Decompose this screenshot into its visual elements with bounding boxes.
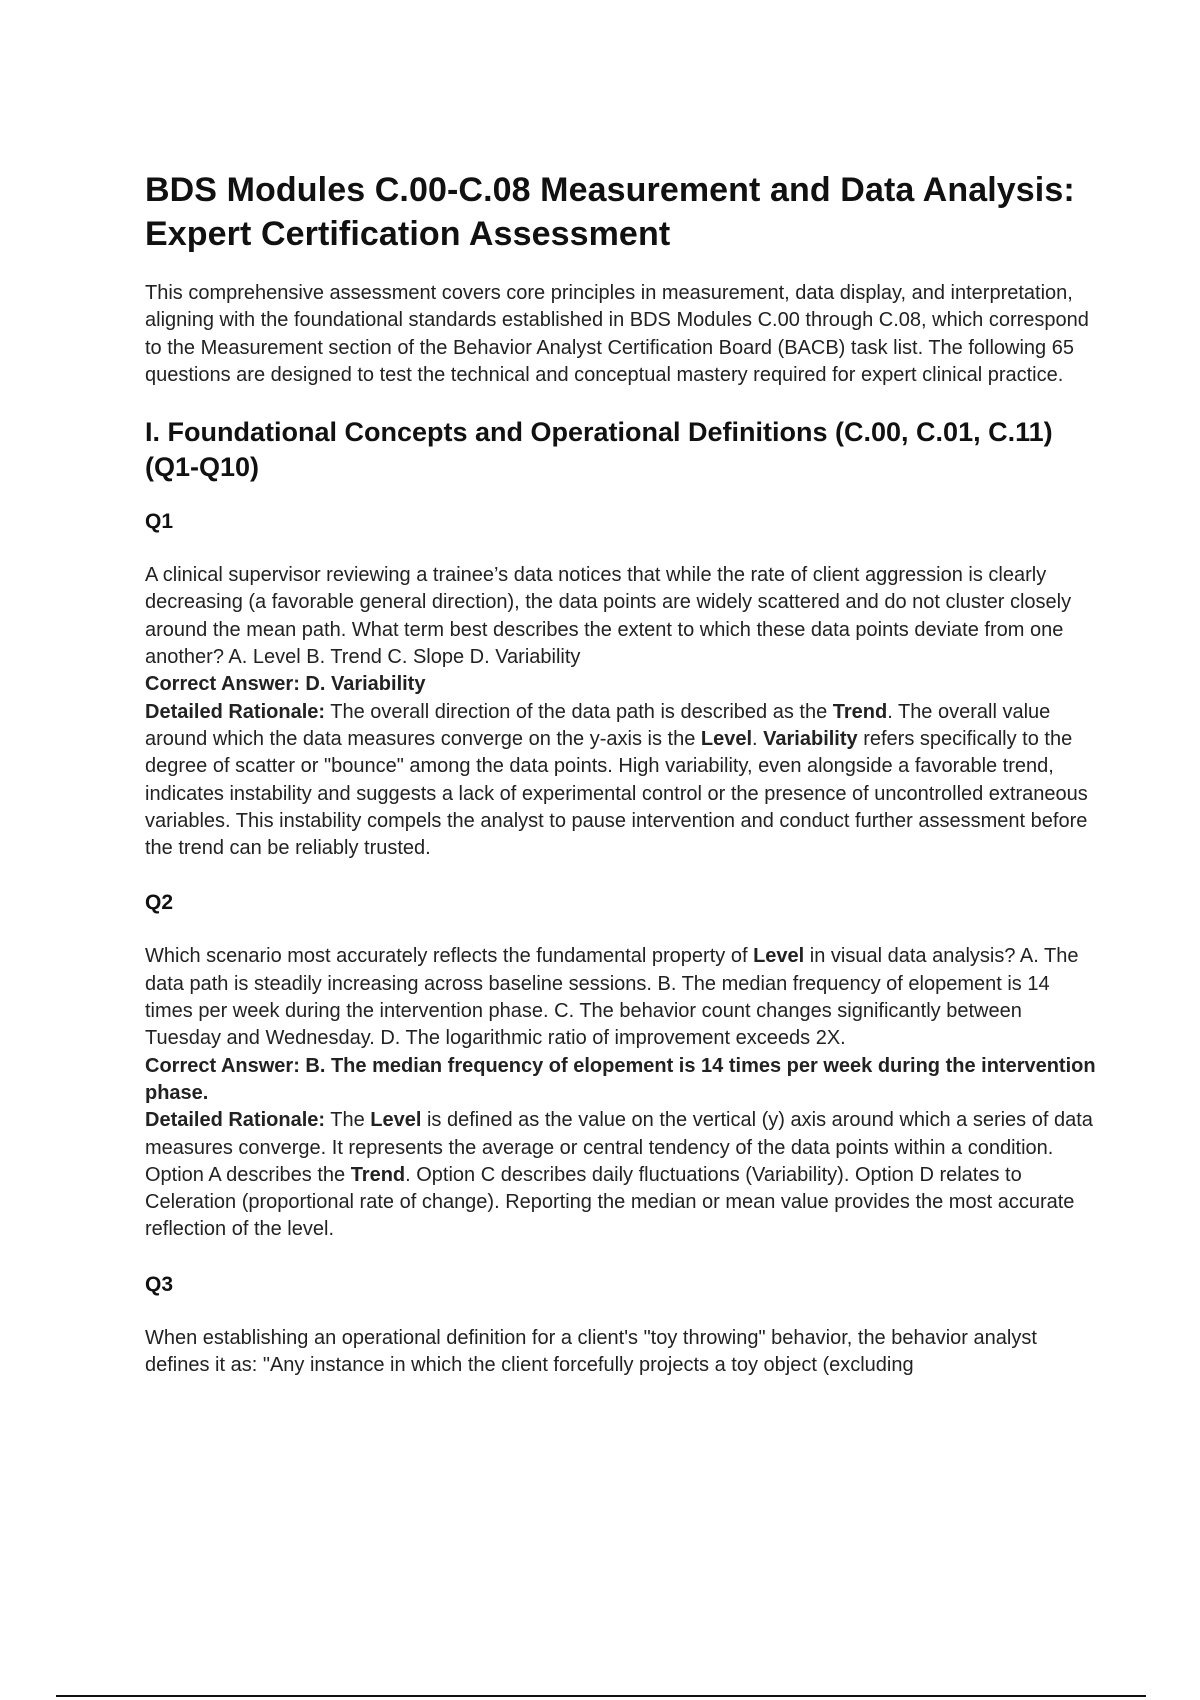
rationale-text: is defined as the value on the vertical (y) axis around which a series of data measures converge. It represents the average or central tendency of the data points within a condition. Option A describes the xyxy=(145,1109,1093,1186)
rationale-term: Trend xyxy=(350,1163,406,1186)
rationale-term: Level xyxy=(370,1109,422,1132)
rationale-text: . Option C describes daily fluctuations (Variability). Option D relates to Celeration (proportional rate of change). Reporting the median or mean value provides the most accurate reflection of the level. xyxy=(145,1163,1075,1241)
rationale-text: . xyxy=(752,727,764,750)
rationale xyxy=(145,699,1100,863)
document-title: BDS Modules C.00-C.08 Measurement and Data Analysis: Expert Certification Assessment xyxy=(145,171,1075,253)
correct-answer: Correct Answer: D. Variability xyxy=(145,673,426,696)
document-body xyxy=(145,168,1100,1407)
question-text: A clinical supervisor reviewing a trainee’s data notices that while the rate of client aggression is clearly decreasing (a favorable general direction), the data points are widely scattered and do not cluster closely around the mean path. What term best describes the extent to which these data points deviate from one another? A. Level B. Trend C. Slope D. Variability xyxy=(145,564,1072,669)
question-block-q1 xyxy=(145,509,1100,862)
intro-paragraph: This comprehensive assessment covers core principles in measurement, data display, and interpretation, aligning with the foundational standards established in BDS Modules C.00 through C.08, which correspond to the Measurement section of the Behavior Analyst Certification Board (BACB) task list. The following 65 questions are designed to test the technical and conceptual mastery required for expert clinical practice. xyxy=(145,282,1089,386)
question-term: Level xyxy=(753,945,805,968)
question-label: Q2 xyxy=(145,891,174,915)
rationale-label: Detailed Rationale: xyxy=(145,1109,326,1132)
question-block-q2 xyxy=(145,890,1100,1243)
rationale-text: The xyxy=(325,1109,371,1132)
section-heading: I. Foundational Concepts and Operational Definitions (C.00, C.01, C.11) (Q1-Q10) xyxy=(145,417,1053,483)
rationale-text: refers specifically to the degree of scatter or "bounce" among the data points. High variability, even alongside a favorable trend, indicates instability and suggests a lack of experimental control or the presence of uncontrolled extraneous variables. This instability compels the analyst to pause intervention and conduct further assessment before the trend can be reliably trusted. xyxy=(145,727,1088,860)
question-text xyxy=(145,943,1100,1052)
question-text-part: Which scenario most accurately reflects the fundamental property of xyxy=(145,945,754,968)
page-bottom-rule xyxy=(56,1695,1146,1697)
correct-answer: Correct Answer: B. The median frequency of elopement is 14 times per week during the intervention phase. xyxy=(145,1054,1096,1104)
question-label: Q3 xyxy=(145,1272,174,1296)
rationale-text: . The overall value around which the data measures converge on the y-axis is the xyxy=(145,700,1051,750)
rationale-text: The overall direction of the data path is described as the xyxy=(325,700,833,723)
question-label: Q1 xyxy=(145,510,174,534)
question-block-q3 xyxy=(145,1272,1100,1380)
question-text: When establishing an operational definition for a client's "toy throwing" behavior, the behavior analyst defines it as: "Any instance in which the client forcefully projects a toy object (excluding xyxy=(145,1326,1037,1377)
rationale-term: Level xyxy=(700,727,753,750)
question-text-part: in visual data analysis? A. The data path is steadily increasing across baseline sessions. B. The median frequency of elopement is 14 times per week during the intervention phase. C. The behavior count changes significantly between Tuesday and Wednesday. D. The logarithmic ratio of improvement exceeds 2X. xyxy=(145,945,1079,1050)
rationale xyxy=(145,1107,1100,1243)
rationale-term: Trend xyxy=(832,700,888,723)
rationale-label: Detailed Rationale: xyxy=(145,700,326,723)
rationale-term: Variability xyxy=(763,727,858,750)
